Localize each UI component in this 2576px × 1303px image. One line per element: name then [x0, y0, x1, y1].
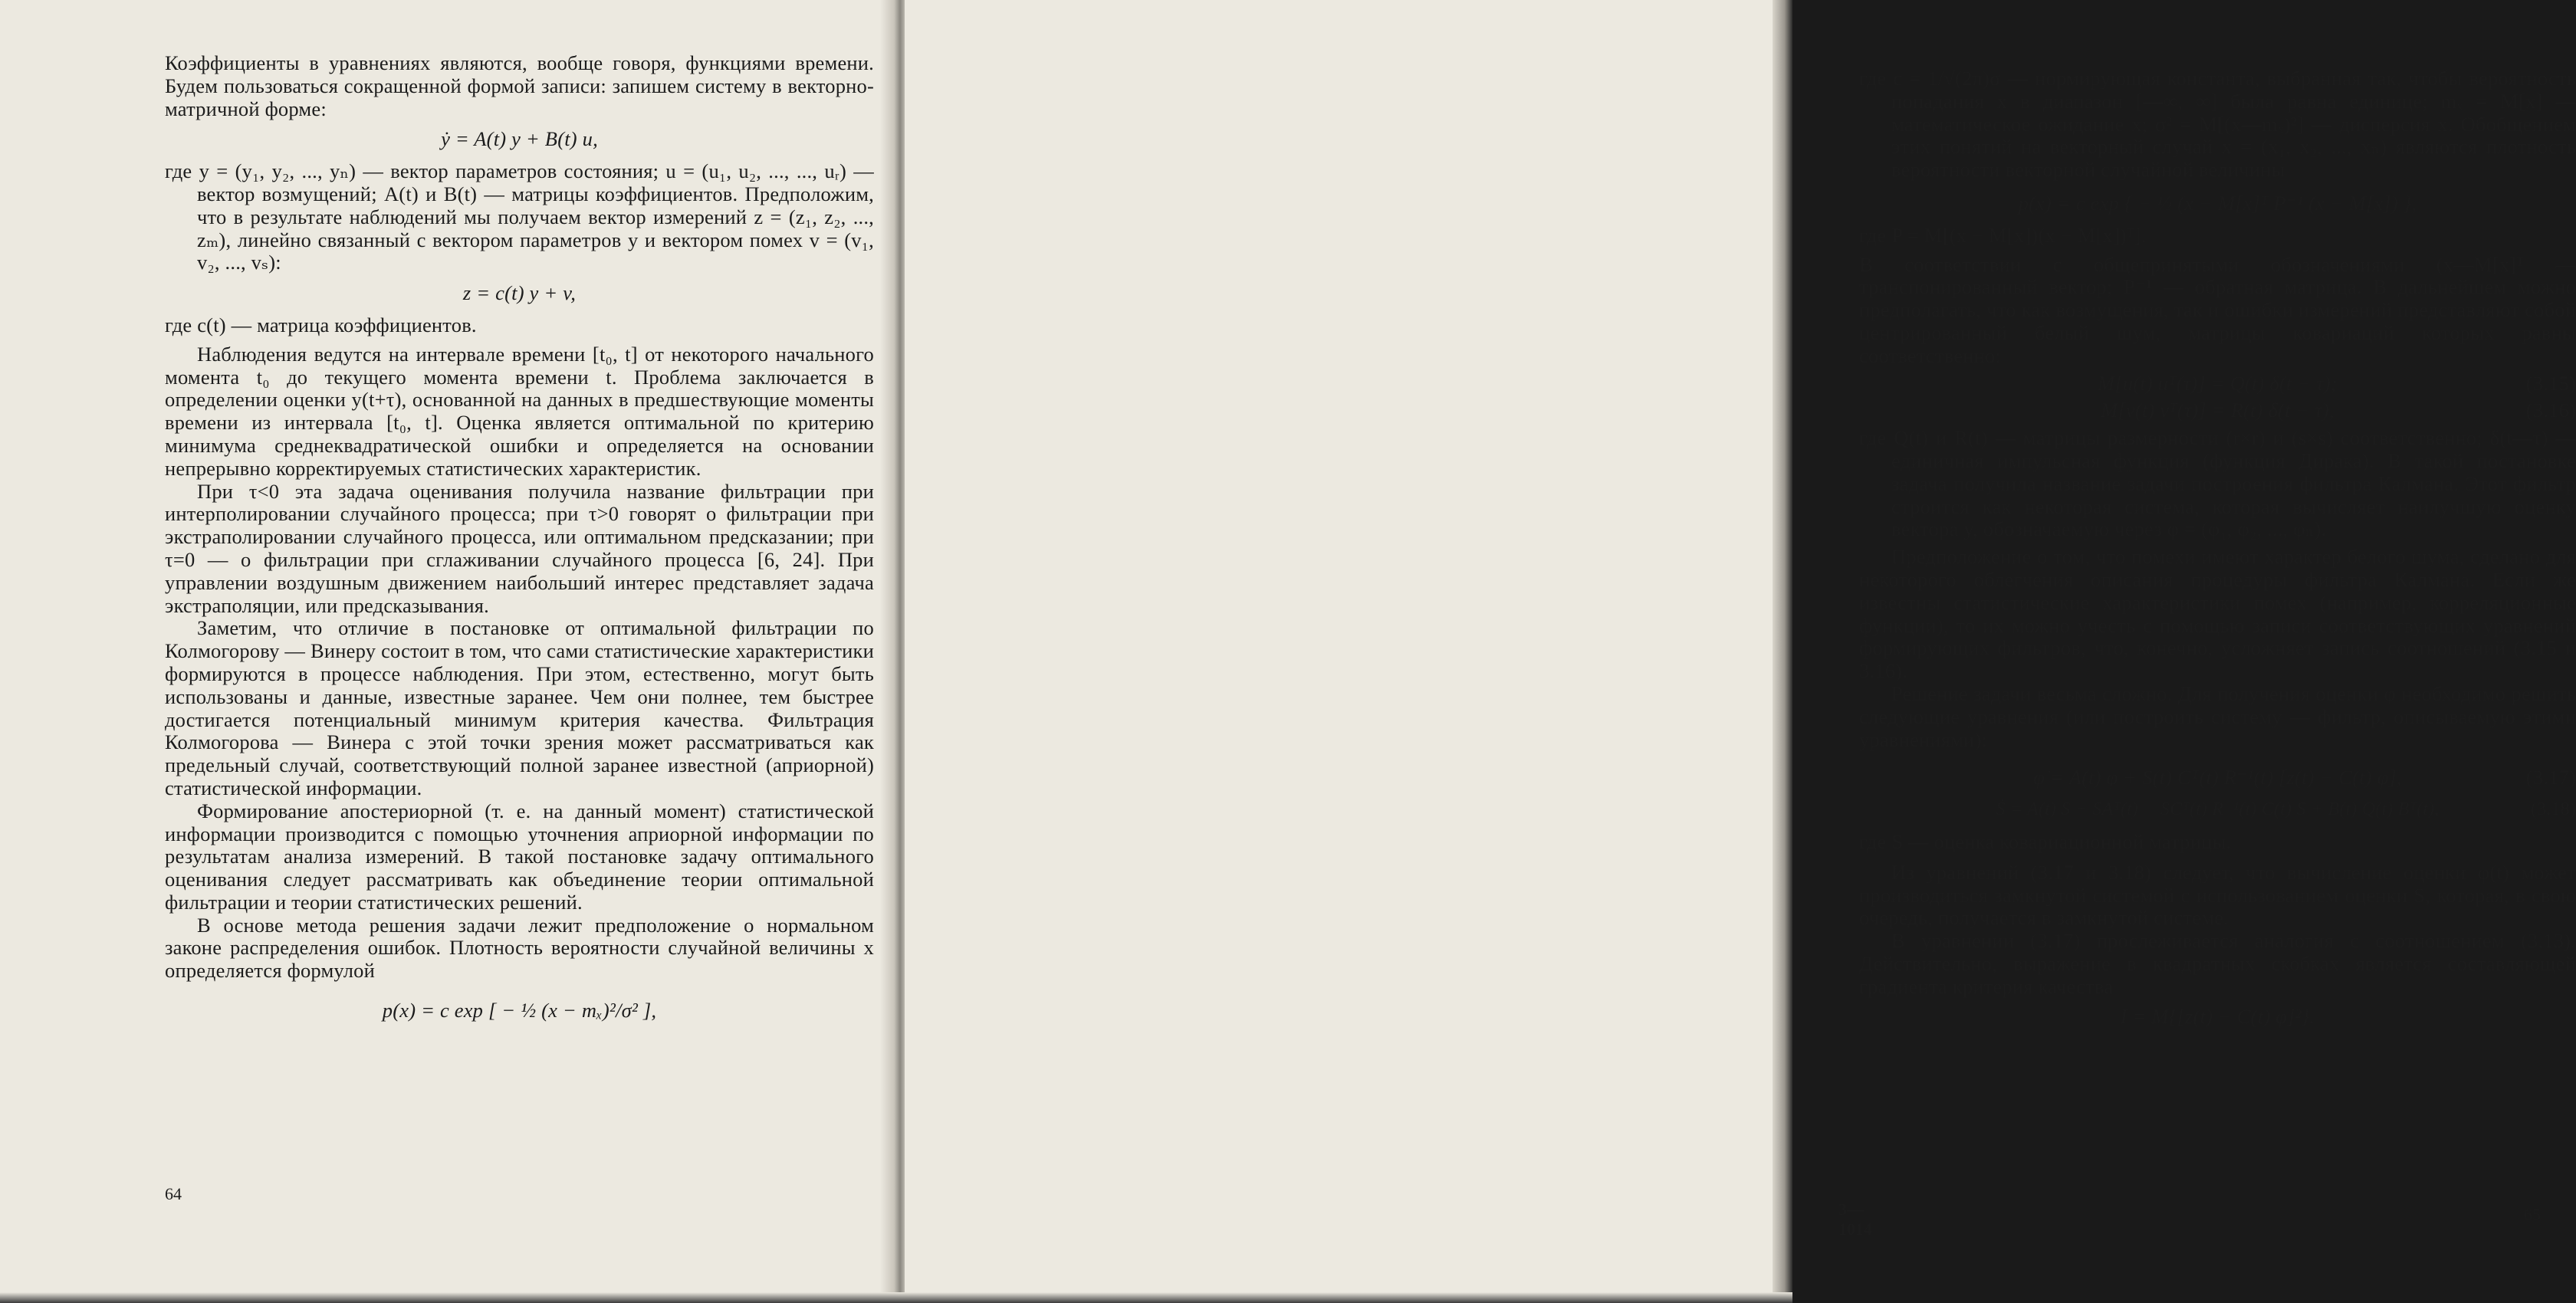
page-number: 64 [165, 1184, 182, 1203]
page-bottom-shadow [0, 1292, 1792, 1303]
printer-signature-mark: 3—1014 [1838, 1200, 1872, 1239]
paragraph: В соответствии с общепринятыми обозначениями (x—M[x]ᵀ — транспонированный вектор; P⁻¹ — обратная матрица. В дальнейшем можно предполагать, что как возмущения, так и ошибки измерений представляют собой центрированный белый шум, матрицы ковариаций которых равны соответственно: [1859, 252, 2576, 367]
paragraph: Из уравнений (3.17 и 3.18) следует, что вычисление оценки φ(t) может производиться замкнутой системой с использованием оценки S, которая, в свою очередь, получается в замкнутой системе. [1859, 860, 2576, 930]
formula-normal-density: p(x) = c exp [ − ½ (x − mₓ)²/σ² ], [382, 999, 657, 1022]
paragraph: где y = (y₁, y₂, ..., yₙ) — вектор параметров состояния; u = (u₁, u₂, ..., ..., uᵣ) — вектор возмущений; A(t) и B(t) — матрицы коэффициентов. Предположим, что в результате наблюдений мы получаем вектор измерений z = (z₁, z₂, ..., zₘ), линейно связанный с вектором параметров y и вектором помех v = (v₁, v₂, ..., vₛ): [165, 159, 874, 274]
formula-text: M[u(t) uᵀ(τ)] = Q(t) δ(t − τ); [2098, 371, 2338, 395]
paragraph: Коэффициенты в уравнениях являются, вообще говоря, функциями времени. Будем пользоваться сокращенной формой записи: запишем систему в векторно-матричной форме: [165, 51, 874, 120]
formula-text: M[v(t) vᵀ(τ)] = R(t) δ(t − τ), [2101, 399, 2334, 422]
paragraph: где Q(t) и R(t) — матрицы размерности (r×r) и (s×s) соответственно; δ(t—τ) — единичная импульсная функция (функция Дирака). В такой постановке задача получила название задачи построения фильтра Калмана. Этот фильтр строится как некоторая система, которая вычисляет наилучшую оценку вектора y, обозначаемую через φ = (φ₁, φ₂, ..., φₙ). [1859, 426, 2576, 541]
paragraph: где S — оценка ковариационной матрицы. [1859, 829, 2232, 853]
equation-number: (3.15) [2525, 371, 2576, 395]
paragraph: Наблюдения ведутся на интервале времени [t₀, t] от некоторого начального момента t₀ до текущего момента времени t. Проблема заключается в определении оценки y(t+τ), основанной на данных в предшествующие моменты времени из интервала [t₀, t]. Оценка является оптимальной по критерию минимума среднеквадратической ошибки и определяется на основании непрерывно корректируемых статистических характеристик. [165, 342, 874, 480]
right-text-column [1859, 67, 2576, 1038]
left-page [0, 0, 895, 1303]
equation-number: (3.18) [2530, 799, 2576, 820]
formula-text: φ̇ = A(t) φ + S(t) Cᵀ(t) R⁻¹(t) [z(t) − C(t) φ], [2033, 766, 2402, 789]
paragraph: В уравнении (3.17) прослеживается аналогия с соотношением (3.13). Действительно, выражение в квадратных скобках является составляющей градиента критерия качества [1859, 929, 2576, 998]
formula-state-equation: ẏ = A(t) y + B(t) u, [441, 127, 598, 151]
paragraph: В основе метода решения задачи лежит предположение о нормальном законе распределения ошибок. Плотность вероятности случайной величины x определяется формулой [165, 913, 874, 983]
equation-number: (3.16) [2525, 399, 2576, 422]
formula-3-18 [1859, 799, 2576, 822]
paragraph: где c = 1/√(2π)σ — нормирующая константа, выбранная так, чтобы вероятность попадания x в диапазон [—∞, ∞] была равна единице; mₓ = M[x] — математическое ожидание x; σ² = M[(x—mₓ)²] — дисперсия x. Обобщением этих понятий на векторный случай x = (x₁, x₂, ..., xₙ) являются плотность вероятности векторной случайной величины [1859, 67, 2576, 182]
formula-3-15 [1859, 373, 2576, 395]
formula-measurement: z = c(t) y + v, [462, 281, 577, 305]
left-text-column [165, 52, 874, 1032]
page-number: 65 [2524, 1205, 2541, 1224]
page-edge-shadow [1773, 0, 1792, 1303]
formula-3-16 [1859, 399, 2576, 422]
formula-3-17 [1859, 766, 2576, 789]
paragraph: Формирование апостериорной (т. е. на данный момент) статистической информации производится с помощью уточнения априорной информации по результатам анализа измерений. В такой постановке задачу оптимального оценивания следует рассматривать как объединение теории оптимальной фильтрации и теории статистических решений. [165, 799, 874, 914]
right-page [905, 0, 2576, 1303]
equation-number: (3.17) [2525, 766, 2576, 789]
paragraph: Предположение о том, что помехи имеют характер белого шума, сделано для некоторого облегчения описания процедуры фильтра Калмана. Если же известны статистические характеристики помех (например, корреляционные функции), то их можно учесть с помощью записи соответствующих уравнений формирующих фильтров, что, конечно, усложняет запись соотношений (3.15 и 3.16). [1859, 545, 2576, 683]
formula-quality-criterion: I = M{[z(t) − C(t) φ]²}. [2120, 1005, 2315, 1029]
paragraph: Решение задачи весьма сложно. Для получения оценки φ необходимо решить следующие уравнения (или построить систему — фильтр, описываемую этими уравнениями): [1859, 681, 2576, 751]
paragraph: где c(t) — матрица коэффициентов. [165, 313, 477, 336]
paragraph: где P = M[(x − M[x])(x − M[x])ᵀ]. [1859, 223, 2147, 247]
formula-text: Ṡ = A(t) S + SAᵀ(t) − SCᵀ(t) R⁻¹(t) C(t) S + B(t) Q(t) Bᵀ(t), [1996, 799, 2440, 820]
paragraph: Заметим, что отличие в постановке от оптимальной фильтрации по Колмогорову — Винеру состоит в том, что сами статистические характеристики формируются в процессе наблюдения. При этом, естественно, могут быть использованы и данные, известные заранее. Чем они полнее, тем быстрее достигается потенциальный минимум критерия качества. Фильтрация Колмогорова — Винера с этой точки зрения может рассматриваться как предельный случай, соответствующий полной заранее известной (априорной) статистической информации. [165, 616, 874, 799]
paragraph: При τ<0 эта задача оценивания получила название фильтрации при интерполировании случайного процесса; при τ>0 говорят о фильтрации при экстраполировании случайного процесса, или оптимальном предсказании; при τ=0 — о фильтрации при сглаживании случайного процесса [6, 24]. При управлении воздушным движением наибольший интерес представляет задача экстраполяции, или предсказывания. [165, 479, 874, 617]
formula-vector-density: p(x) = c exp { − ½ (x − M[x]ᵀ P⁻¹ (x − M[x]) }, [2018, 191, 2417, 215]
